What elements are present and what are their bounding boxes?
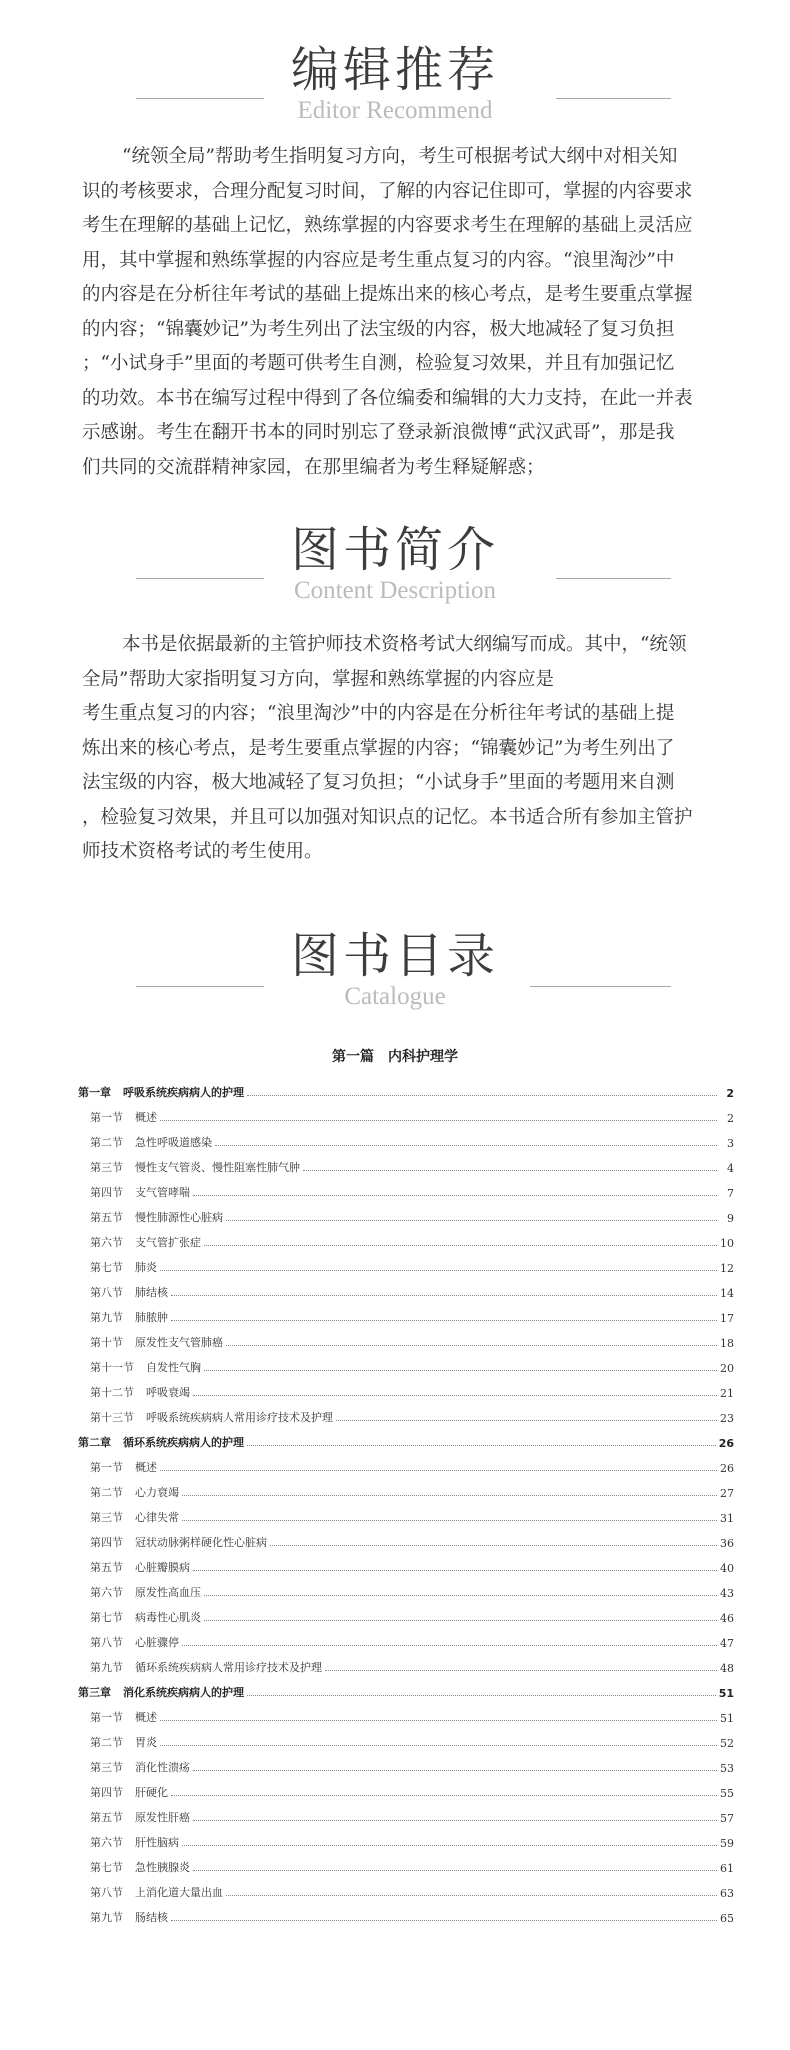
toc-page-number: 53 [720,1762,734,1775]
toc-section-row [78,1625,734,1650]
catalog-title-en: Catalogue [344,983,446,1010]
toc-leader-dots [160,1270,717,1271]
toc-title: 急性胰腺炎 [135,1861,190,1874]
toc-title: 循环系统疾病病人常用诊疗技术及护理 [135,1661,322,1674]
paragraph-line [82,313,722,348]
toc-number: 第一节 [90,1461,123,1474]
toc-section-row [78,1650,734,1675]
paragraph-line-text: 的功效。本书在编写过程中得到了各位编委和编辑的大力支持，在此一并表 [82,387,693,409]
toc-section-row [78,1800,734,1825]
toc-section-row [78,1300,734,1325]
paragraph-line-text: 全局”帮助大家指明复习方向，掌握和熟练掌握的内容应是 [82,668,554,690]
toc-title: 胃炎 [135,1736,157,1749]
paragraph-line [82,416,722,451]
catalog-right-rule [530,986,671,987]
toc-number: 第四节 [90,1786,123,1799]
toc-title: 肝性脑病 [135,1836,179,1849]
paragraph-line [82,766,722,801]
paragraph-line [82,801,722,836]
toc-leader-dots [182,1845,717,1846]
toc-number: 第八节 [90,1636,123,1649]
intro-heading [0,522,790,606]
catalog-left-rule [136,986,264,987]
toc-title: 概述 [135,1461,157,1474]
paragraph-line-text: 师技术资格考试的考生使用。 [82,841,323,862]
toc-number: 第二节 [90,1136,123,1149]
editor-title-en: Editor Recommend [297,97,493,124]
toc-number: 第五节 [90,1561,123,1574]
toc-title: 肝硬化 [135,1786,168,1799]
toc-section-row [78,1250,734,1275]
toc-number: 第九节 [90,1311,123,1324]
toc-number: 第七节 [90,1611,123,1624]
toc-leader-dots [325,1670,717,1671]
toc-leader-dots [171,1920,717,1921]
toc-title: 上消化道大量出血 [135,1886,223,1899]
editor-left-rule [136,98,264,99]
toc-page-number: 26 [718,1437,734,1450]
toc-leader-dots [270,1545,717,1546]
toc-title: 呼吸衰竭 [146,1386,190,1399]
table-of-contents [78,1075,734,1925]
toc-leader-dots [160,1720,717,1721]
toc-title: 自发性气胸 [146,1361,201,1374]
toc-number: 第三节 [90,1161,123,1174]
paragraph-line [82,382,722,417]
paragraph-line [82,835,722,870]
toc-chapter-row [78,1675,734,1700]
toc-leader-dots [204,1245,717,1246]
toc-title: 原发性高血压 [135,1586,201,1599]
toc-page-number: 10 [720,1237,734,1250]
toc-number: 第九节 [90,1661,123,1674]
toc-leader-dots [226,1895,717,1896]
toc-page-number: 4 [727,1162,734,1175]
toc-section-row [78,1125,734,1150]
toc-leader-dots [226,1345,717,1346]
toc-page-number: 14 [720,1287,734,1300]
toc-title: 消化性溃疡 [135,1761,190,1774]
toc-section-row [78,1500,734,1525]
toc-title: 呼吸系统疾病病人常用诊疗技术及护理 [146,1411,333,1424]
toc-page-number: 17 [720,1312,734,1325]
paragraph-line-text: 炼出来的核心考点，是考生要重点掌握的内容；“锦囊妙记”为考生列出了 [82,737,675,759]
toc-number: 第一节 [90,1711,123,1724]
toc-page-number: 51 [720,1712,734,1725]
toc-page-number: 31 [720,1512,734,1525]
toc-number: 第八节 [90,1286,123,1299]
toc-leader-dots [193,1395,717,1396]
toc-title: 心脏骤停 [135,1636,179,1649]
toc-title: 心脏瓣膜病 [135,1561,190,1574]
toc-title: 原发性肝癌 [135,1811,190,1824]
toc-leader-dots [193,1770,717,1771]
toc-number: 第三节 [90,1511,123,1524]
toc-number: 第十一节 [90,1361,134,1374]
intro-right-rule [556,578,671,579]
paragraph-line [82,628,722,663]
toc-leader-dots [247,1445,716,1446]
paragraph-line [82,278,722,313]
intro-paragraph [82,628,722,870]
toc-leader-dots [160,1745,717,1746]
toc-title: 肺脓肿 [135,1311,168,1324]
toc-leader-dots [204,1370,717,1371]
toc-section-row [78,1775,734,1800]
toc-page-number: 63 [720,1887,734,1900]
toc-title: 支气管哮喘 [135,1186,190,1199]
toc-section-row [78,1200,734,1225]
toc-leader-dots [160,1120,717,1121]
toc-leader-dots [193,1195,717,1196]
toc-section-row [78,1700,734,1725]
paragraph-line-text: 考生在理解的基础上记忆，熟练掌握的内容要求考生在理解的基础上灵活应 [82,215,693,236]
toc-title: 肺结核 [135,1286,168,1299]
part-title: 第一篇 内科护理学 [332,1049,458,1065]
paragraph-line-text: ，检验复习效果，并且可以加强对知识点的记忆。本书适合所有参加主管护 [82,806,693,828]
toc-section-row [78,1400,734,1425]
toc-title: 原发性支气管肺癌 [135,1336,223,1349]
toc-number: 第二节 [90,1736,123,1749]
toc-leader-dots [247,1095,717,1096]
toc-chapter-row [78,1425,734,1450]
toc-leader-dots [204,1620,717,1621]
toc-title: 支气管扩张症 [135,1236,201,1249]
toc-leader-dots [193,1820,717,1821]
toc-number: 第一节 [90,1111,123,1124]
toc-number: 第六节 [90,1236,123,1249]
toc-section-row [78,1600,734,1625]
toc-section-row [78,1575,734,1600]
toc-leader-dots [171,1320,717,1321]
toc-number: 第五节 [90,1211,123,1224]
toc-number: 第六节 [90,1586,123,1599]
toc-number: 第六节 [90,1836,123,1849]
toc-number: 第五节 [90,1811,123,1824]
toc-section-row [78,1175,734,1200]
toc-chapter-row [78,1075,734,1100]
toc-page-number: 40 [720,1562,734,1575]
paragraph-line [82,209,722,244]
toc-section-row [78,1750,734,1775]
toc-page-number: 59 [720,1837,734,1850]
toc-leader-dots [193,1870,717,1871]
toc-title: 循环系统疾病病人的护理 [123,1436,244,1449]
editor-right-rule [556,98,671,99]
toc-section-row [78,1875,734,1900]
toc-leader-dots [226,1220,717,1221]
toc-section-row [78,1525,734,1550]
toc-page-number: 51 [718,1687,734,1700]
toc-title: 冠状动脉粥样硬化性心脏病 [135,1536,267,1549]
toc-section-row [78,1725,734,1750]
toc-page-number: 9 [727,1212,734,1225]
toc-leader-dots [247,1695,716,1696]
toc-section-row [78,1225,734,1250]
toc-page-number: 55 [720,1787,734,1800]
toc-page-number: 61 [720,1862,734,1875]
intro-left-rule [136,578,264,579]
toc-page-number: 2 [726,1087,734,1100]
toc-section-row [78,1450,734,1475]
toc-section-row [78,1275,734,1300]
toc-page-number: 20 [720,1362,734,1375]
catalog-heading [0,928,790,1012]
toc-title: 病毒性心肌炎 [135,1611,201,1624]
paragraph-line [82,140,722,175]
toc-section-row [78,1150,734,1175]
toc-title: 肠结核 [135,1911,168,1924]
toc-leader-dots [171,1295,717,1296]
toc-page-number: 12 [720,1262,734,1275]
paragraph-line [82,175,722,210]
toc-leader-dots [193,1570,717,1571]
toc-page-number: 65 [720,1912,734,1925]
toc-title: 呼吸系统疾病病人的护理 [123,1086,244,1099]
toc-number: 第二节 [90,1486,123,1499]
paragraph-line-text: ；“小试身手”里面的考题可供考生自测，检验复习效果，并且有加强记忆 [82,353,675,374]
toc-title: 消化系统疾病病人的护理 [123,1686,244,1699]
toc-number: 第七节 [90,1261,123,1274]
toc-page-number: 36 [720,1537,734,1550]
toc-leader-dots [182,1645,717,1646]
editor-paragraph [82,140,722,485]
toc-section-row [78,1375,734,1400]
intro-title-cn: 图书简介 [290,522,499,578]
toc-page-number: 2 [727,1112,734,1125]
paragraph-line [82,244,722,279]
paragraph-line-text: 识的考核要求，合理分配复习时间，了解的内容记住即可，掌握的内容要求 [82,180,693,202]
toc-title: 概述 [135,1711,157,1724]
toc-page-number: 27 [720,1487,734,1500]
toc-title: 肺炎 [135,1261,157,1274]
toc-page-number: 57 [720,1812,734,1825]
toc-number: 第七节 [90,1861,123,1874]
toc-leader-dots [336,1420,717,1421]
toc-title: 概述 [135,1111,157,1124]
paragraph-line [82,347,722,382]
paragraph-line-text: 本书是依据最新的主管护师技术资格考试大纲编写而成。其中，“统领 [122,634,687,655]
toc-section-row [78,1900,734,1925]
toc-page-number: 48 [720,1662,734,1675]
toc-title: 心力衰竭 [135,1486,179,1499]
toc-page-number: 7 [727,1187,734,1200]
paragraph-line-text: 的内容是在分析往年考试的基础上提炼出来的核心考点，是考生要重点掌握 [82,284,693,305]
toc-leader-dots [303,1170,717,1171]
toc-section-row [78,1325,734,1350]
editor-title-cn: 编辑推荐 [290,42,499,98]
paragraph-line-text: 的内容；“锦囊妙记”为考生列出了法宝级的内容，极大地减轻了复习负担 [82,318,675,340]
toc-title: 心律失常 [135,1511,179,1524]
toc-page-number: 46 [720,1612,734,1625]
toc-leader-dots [182,1495,717,1496]
toc-number: 第一章 [78,1086,111,1099]
toc-section-row [78,1850,734,1875]
paragraph-line-text: 们共同的交流群精神家园，在那里编者为考生释疑解惑； [82,456,545,478]
paragraph-line [82,732,722,767]
catalog-title-cn: 图书目录 [290,928,499,984]
toc-page-number: 52 [720,1737,734,1750]
toc-page-number: 47 [720,1637,734,1650]
toc-number: 第九节 [90,1911,123,1924]
paragraph-line [82,697,722,732]
toc-title: 慢性支气管炎、慢性阻塞性肺气肿 [135,1161,300,1174]
intro-title-en: Content Description [293,577,497,604]
paragraph-line-text: 用，其中掌握和熟练掌握的内容应是考生重点复习的内容。“浪里淘沙”中 [82,249,675,271]
toc-section-row [78,1825,734,1850]
toc-page-number: 43 [720,1587,734,1600]
toc-section-row [78,1475,734,1500]
editor-heading [0,42,790,126]
paragraph-line-text: “统领全局”帮助考生指明复习方向，考生可根据考试大纲中对相关知 [122,146,678,167]
toc-leader-dots [215,1145,717,1146]
toc-page-number: 21 [720,1387,734,1400]
toc-title: 急性呼吸道感染 [135,1136,212,1149]
toc-page-number: 18 [720,1337,734,1350]
paragraph-line-text: 法宝级的内容，极大地减轻了复习负担；“小试身手”里面的考题用来自测 [82,772,675,793]
toc-page-number: 26 [720,1462,734,1475]
toc-section-row [78,1550,734,1575]
toc-leader-dots [171,1795,717,1796]
paragraph-line [82,451,722,486]
toc-page-number: 23 [720,1412,734,1425]
paragraph-line-text: 示感谢。考生在翻开书本的同时别忘了登录新浪微博“武汉武哥”，那是我 [82,422,675,443]
toc-leader-dots [160,1470,717,1471]
paragraph-line-text: 考生重点复习的内容；“浪里淘沙”中的内容是在分析往年考试的基础上提 [82,703,675,724]
toc-section-row [78,1100,734,1125]
paragraph-line [82,663,722,698]
toc-number: 第三章 [78,1686,111,1699]
toc-number: 第十节 [90,1336,123,1349]
toc-leader-dots [182,1520,717,1521]
toc-number: 第三节 [90,1761,123,1774]
toc-page-number: 3 [727,1137,734,1150]
toc-number: 第四节 [90,1536,123,1549]
toc-number: 第八节 [90,1886,123,1899]
toc-number: 第四节 [90,1186,123,1199]
toc-title: 慢性肺源性心脏病 [135,1211,223,1224]
toc-number: 第十二节 [90,1386,134,1399]
toc-number: 第十三节 [90,1411,134,1424]
toc-number: 第二章 [78,1436,111,1449]
toc-section-row [78,1350,734,1375]
toc-leader-dots [204,1595,717,1596]
